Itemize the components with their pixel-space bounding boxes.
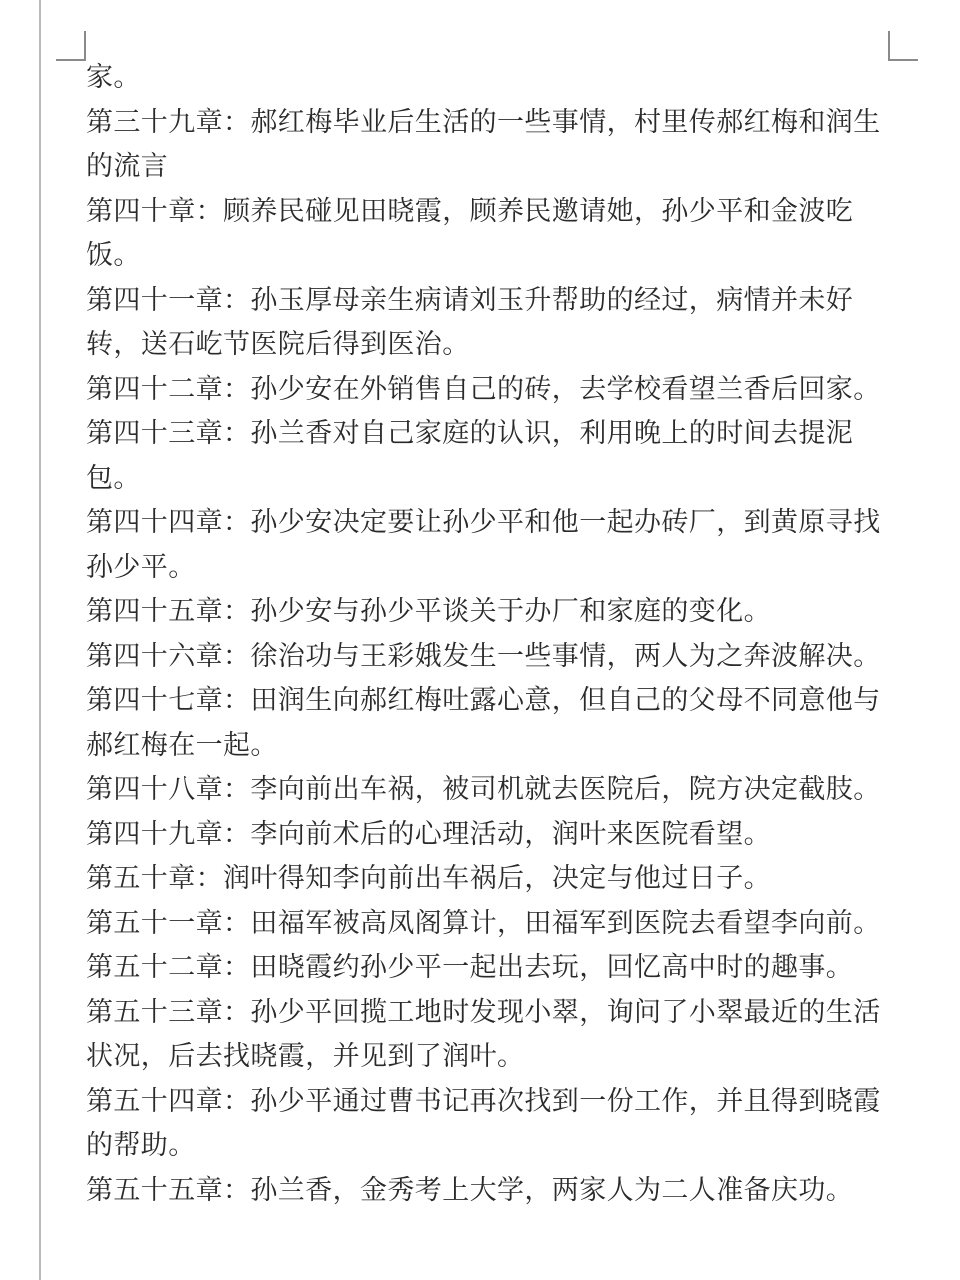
text-line: 第五十三章：孙少平回揽工地时发现小翠，询问了小翠最近的生活 <box>86 996 881 1028</box>
chapter-paragraph <box>86 590 886 635</box>
chapter-paragraph <box>86 857 886 902</box>
text-line: 的帮助。 <box>86 1130 196 1161</box>
text-line: 饭。 <box>86 240 141 271</box>
chapter-paragraph <box>86 813 886 858</box>
chapter-paragraph <box>86 768 886 813</box>
text-line: 第四十九章：李向前术后的心理活动，润叶来医院看望。 <box>86 818 771 850</box>
margin-corner-mark-top-right <box>888 31 918 61</box>
text-line: 第三十九章：郝红梅毕业后生活的一些事情，村里传郝红梅和润生 <box>86 106 881 138</box>
chapter-paragraph <box>86 279 886 368</box>
text-line: 第五十四章：孙少平通过曹书记再次找到一份工作，并且得到晓霞 <box>86 1085 881 1117</box>
chapter-paragraph <box>86 190 886 279</box>
text-line: 第四十章：顾养民碰见田晓霞，顾养民邀请她，孙少平和金波吃 <box>86 195 854 227</box>
chapter-paragraph <box>86 635 886 680</box>
text-line: 转，送石屹节医院后得到医治。 <box>86 329 470 360</box>
text-line: 孙少平。 <box>86 551 196 583</box>
text-line: 第四十五章：孙少安与孙少平谈关于办厂和家庭的变化。 <box>86 596 771 627</box>
chapter-paragraph <box>86 946 886 991</box>
chapter-paragraph <box>86 56 886 101</box>
text-line: 第四十七章：田润生向郝红梅吐露心意，但自己的父母不同意他与 <box>86 685 881 716</box>
chapter-paragraph <box>86 679 886 768</box>
text-line: 的流言 <box>86 151 169 182</box>
page-left-edge <box>39 0 41 1280</box>
text-line: 第五十二章：田晓霞约孙少平一起出去玩，回忆高中时的趣事。 <box>86 952 854 983</box>
chapter-paragraph <box>86 1080 886 1169</box>
chapter-paragraph <box>86 501 886 590</box>
text-line: 第四十八章：李向前出车祸，被司机就去医院后，院方决定截肢。 <box>86 774 881 805</box>
text-line: 第五十章：润叶得知李向前出车祸后，决定与他过日子。 <box>86 863 771 894</box>
text-line: 第四十三章：孙兰香对自己家庭的认识，利用晚上的时间去提泥 <box>86 418 854 449</box>
chapter-paragraph <box>86 991 886 1080</box>
chapter-paragraph <box>86 368 886 413</box>
document-body[interactable] <box>86 56 886 1213</box>
chapter-paragraph <box>86 101 886 190</box>
text-line: 包。 <box>86 462 141 494</box>
text-line: 第五十一章：田福军被高凤阁算计，田福军到医院去看望李向前。 <box>86 907 881 939</box>
text-line: 状况，后去找晓霞，并见到了润叶。 <box>86 1041 525 1072</box>
text-line: 第四十一章：孙玉厚母亲生病请刘玉升帮助的经过，病情并未好 <box>86 284 854 316</box>
text-line: 第四十四章：孙少安决定要让孙少平和他一起办砖厂，到黄原寻找 <box>86 507 881 538</box>
chapter-paragraph <box>86 1169 886 1214</box>
chapter-paragraph <box>86 412 886 501</box>
text-line: 家。 <box>86 62 141 93</box>
margin-corner-mark-top-left <box>56 31 86 61</box>
text-line: 第五十五章：孙兰香，金秀考上大学，两家人为二人准备庆功。 <box>86 1174 854 1206</box>
text-line: 郝红梅在一起。 <box>86 729 278 761</box>
chapter-paragraph <box>86 902 886 947</box>
text-line: 第四十二章：孙少安在外销售自己的砖，去学校看望兰香后回家。 <box>86 373 881 405</box>
text-line: 第四十六章：徐治功与王彩娥发生一些事情，两人为之奔波解决。 <box>86 640 881 672</box>
